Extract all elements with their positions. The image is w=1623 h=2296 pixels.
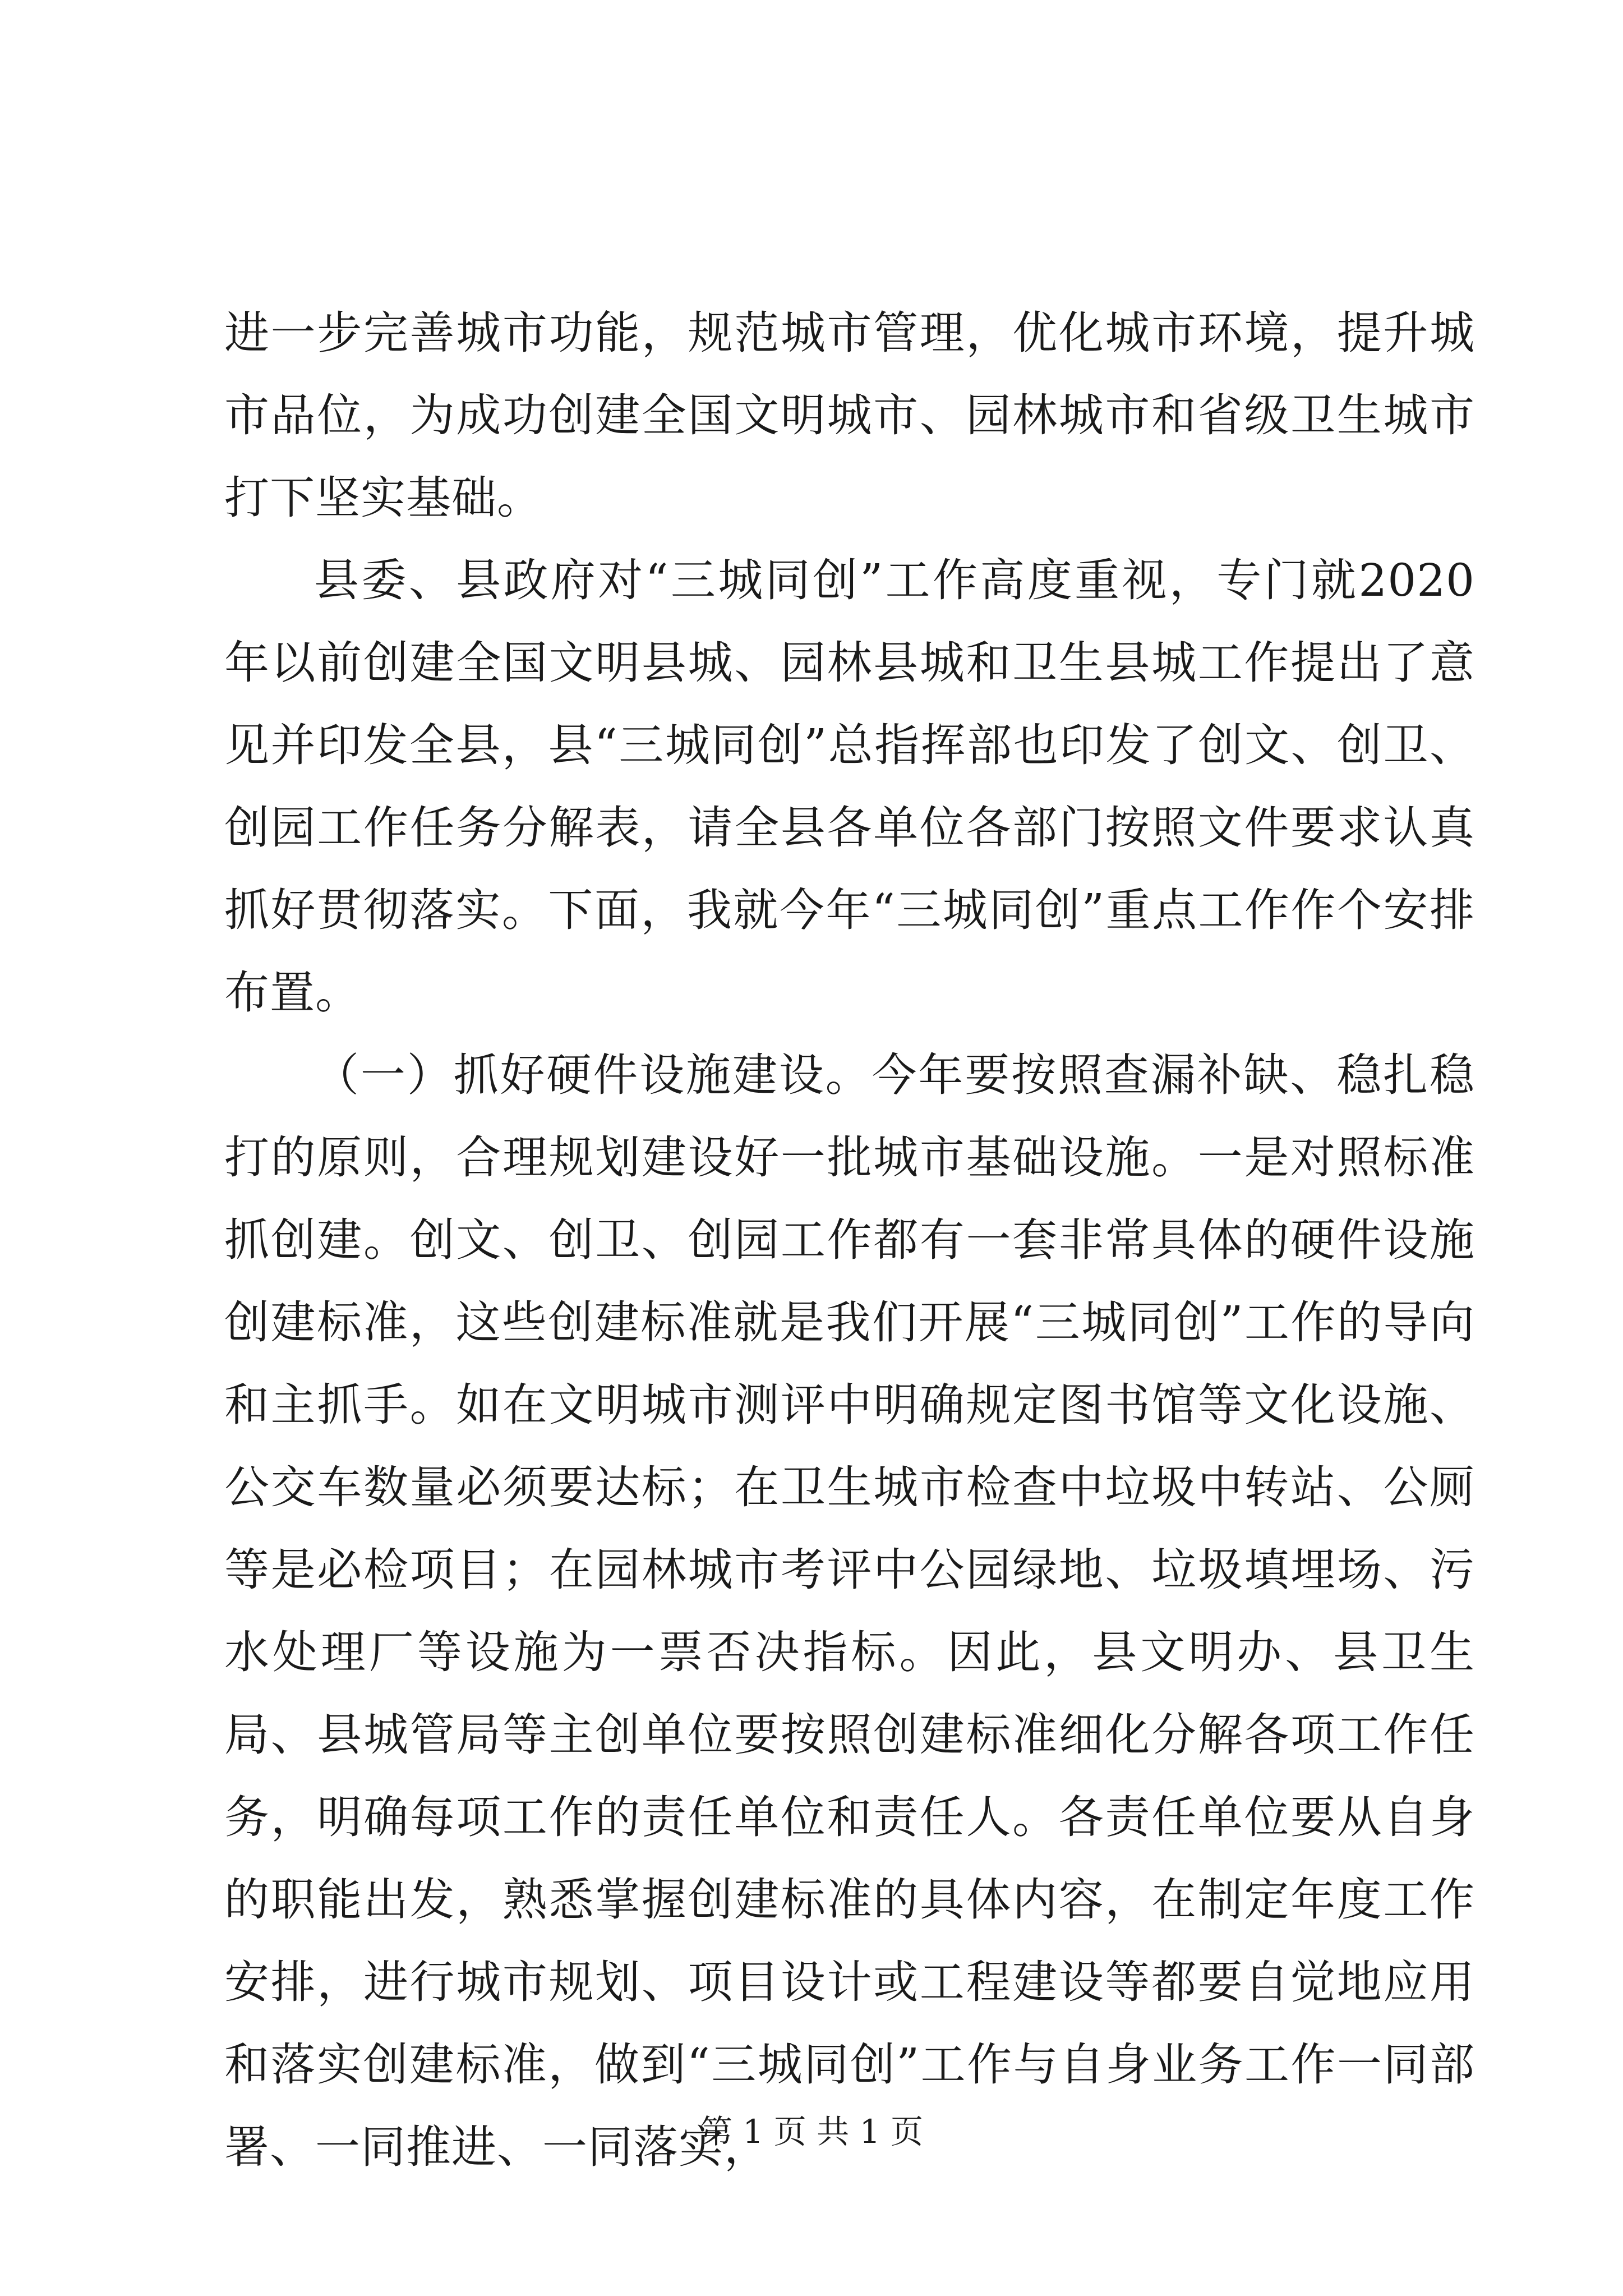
paragraph-3: （一）抓好硬件设施建设。今年要按照查漏补缺、稳扎稳打的原则，合理规划建设好一批城市基础设施。一是对照标准抓创建。创文、创卫、创园工作都有一套非常具体的硬件设施创建标准，这些创建标准就是我们开展“三城同创”工作的导向和主抓手。如在文明城市测评中明确规定图书馆等文化设施、公交车数量必须要达标；在卫生城市检查中垃圾中转站、公厕等是必检项目；在园林城市考评中公园绿地、垃圾填埋场、污水处理厂等设施为一票否决指标。因此，县文明办、县卫生局、县城管局等主创单位要按照创建标准细化分解各项工作任务，明确每项工作的责任单位和责任人。各责任单位要从自身的职能出发，熟悉掌握创建标准的具体内容，在制定年度工作安排，进行城市规划、项目设计或工程建设等都要自觉地应用和落实创建标准，做到“三城同创”工作与自身业务工作一同部署、一同推进、一同落实，: [224, 1049, 1475, 2173]
page-footer: 第 1 页 共 1 页: [700, 2113, 923, 2151]
paragraph-2: 县委、县政府对“三城同创”工作高度重视，专门就2020年以前创建全国文明县城、园林县城和卫生县城工作提出了意见并印发全县，县“三城同创”总指挥部也印发了创文、创卫、创园工作任务分解表，请全县各单位各部门按照文件要求认真抓好贯彻落实。下面，我就今年“三城同创”重点工作作个安排布置。: [224, 554, 1475, 1019]
document-body: [224, 292, 1475, 2188]
paragraph-1: 进一步完善城市功能，规范城市管理，优化城市环境，提升城市品位，为成功创建全国文明城市、园林城市和省级卫生城市打下坚实基础。: [224, 307, 1475, 524]
